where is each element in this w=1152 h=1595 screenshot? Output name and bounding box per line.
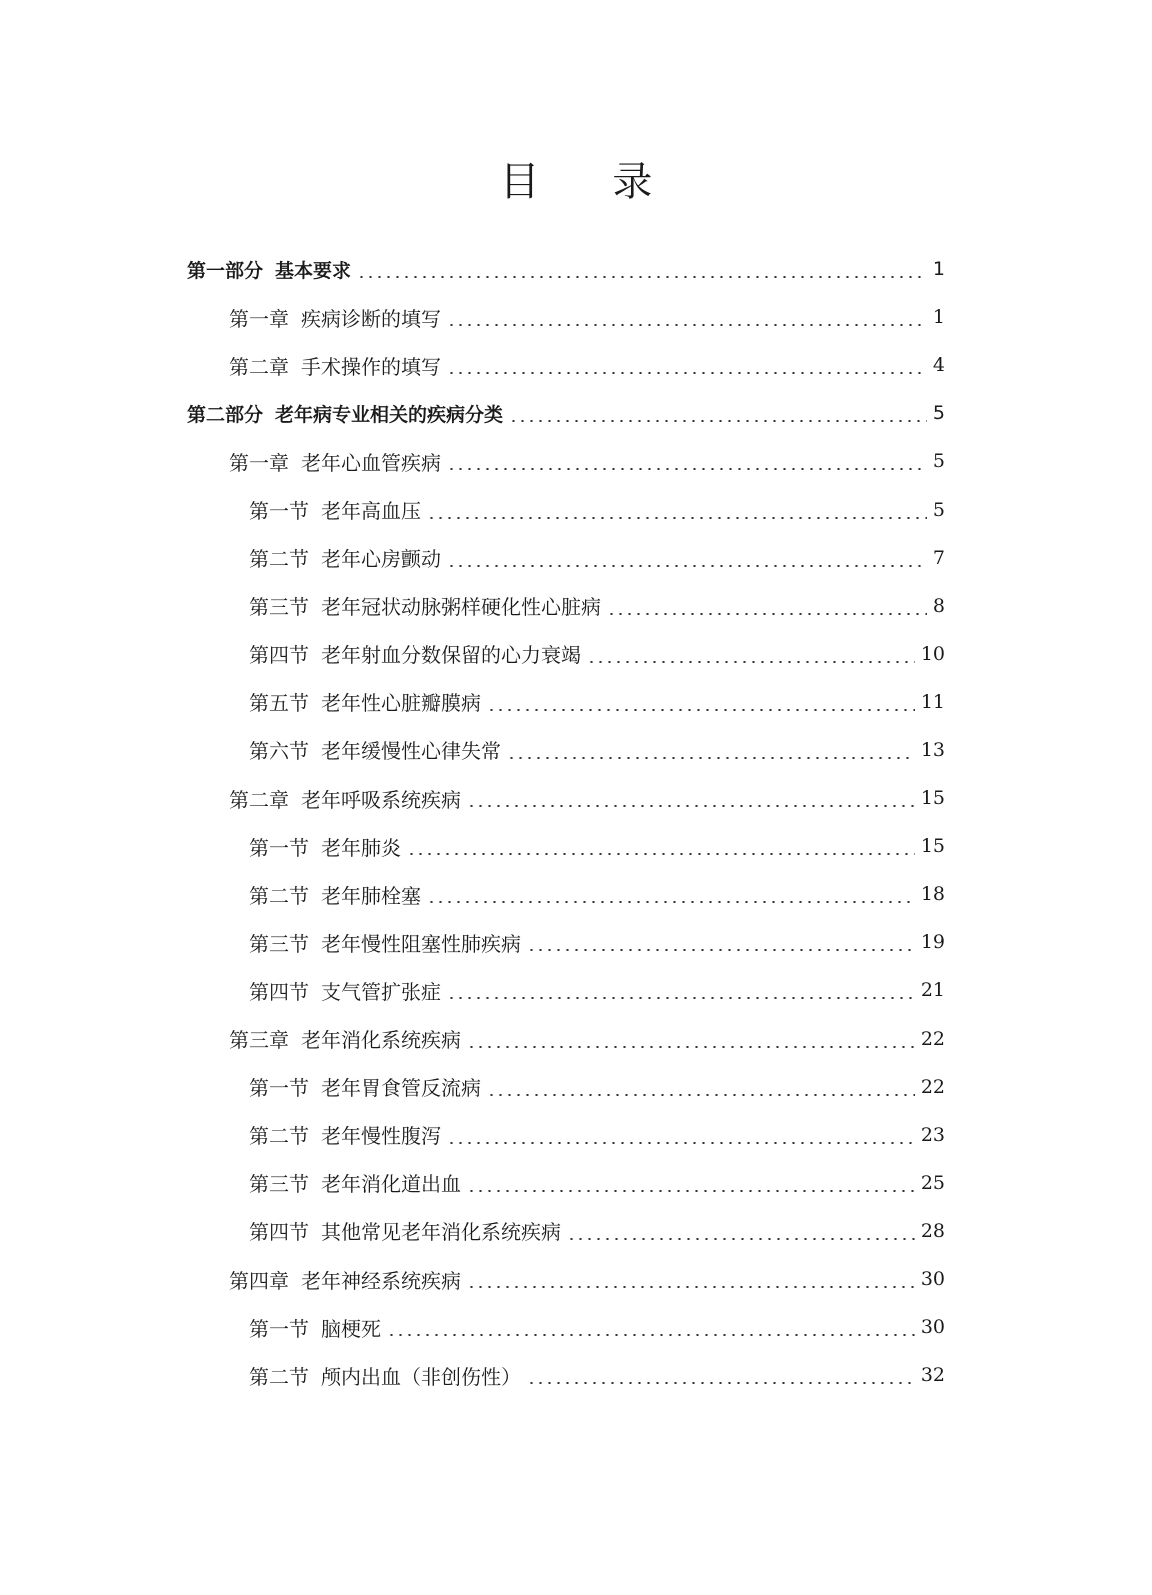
toc-entry-text: 老年消化系统疾病 (301, 1028, 461, 1053)
toc-entry-label (249, 1313, 381, 1342)
toc-entry-text: 基本要求 (275, 259, 352, 282)
toc-entry-label (249, 928, 521, 957)
toc-entry-number: 第二节 (249, 547, 309, 572)
toc-entry-text: 颅内出血（非创伤性） (321, 1364, 521, 1389)
toc-entry-text: 老年肺栓塞 (321, 883, 421, 908)
toc-entry-number: 第四节 (249, 1220, 309, 1245)
toc-page-number: 22 (920, 1075, 945, 1098)
toc-entry-label (249, 1072, 481, 1101)
dot-leader (427, 517, 927, 519)
dot-leader (427, 901, 915, 903)
toc-section-entry[interactable] (0, 726, 1152, 774)
toc-entry-number: 第一节 (249, 1316, 309, 1341)
dot-leader (447, 324, 927, 326)
dot-leader (567, 1238, 915, 1240)
toc-entry-number: 第三章 (229, 1028, 289, 1053)
toc-entry-text: 老年慢性阻塞性肺疾病 (321, 931, 521, 956)
toc-entry-number: 第二部分 (187, 403, 264, 426)
toc-chapter-entry[interactable] (0, 437, 1152, 485)
toc-section-entry[interactable] (0, 678, 1152, 726)
toc-chapter-entry[interactable] (0, 341, 1152, 389)
toc-entry-number: 第一节 (249, 499, 309, 524)
toc-page-number: 4 (932, 354, 945, 377)
toc-section-entry[interactable] (0, 1351, 1152, 1399)
toc-entry-label (229, 1265, 461, 1294)
dot-leader (467, 1286, 915, 1288)
toc-entry-number: 第四章 (229, 1268, 289, 1293)
toc-entry-text: 老年冠状动脉粥样硬化性心脏病 (321, 595, 601, 620)
toc-entry-number: 第二节 (249, 1124, 309, 1149)
toc-page-number: 25 (920, 1171, 945, 1194)
toc-page-number: 8 (932, 594, 945, 617)
dot-leader (387, 1334, 915, 1336)
toc-entry-text: 老年心血管疾病 (301, 450, 441, 475)
toc-entry-label (249, 880, 421, 909)
toc-chapter-entry[interactable] (0, 1015, 1152, 1063)
toc-entry-label (249, 832, 401, 861)
toc-chapter-entry[interactable] (0, 1255, 1152, 1303)
dot-leader (447, 997, 915, 999)
toc-page-number: 30 (920, 1268, 945, 1291)
toc-page-number: 5 (932, 498, 945, 521)
toc-entry-number: 第四节 (249, 643, 309, 668)
dot-leader (467, 1190, 915, 1192)
toc-page-number: 19 (920, 931, 945, 954)
toc-page-number: 10 (920, 642, 945, 665)
toc-entry-label (249, 591, 601, 620)
toc-page-number: 23 (920, 1123, 945, 1146)
toc-entry-label (187, 400, 503, 427)
toc-entry-number: 第三节 (249, 931, 309, 956)
toc-entry-label (249, 687, 481, 716)
toc-entry-text: 老年病专业相关的疾病分类 (275, 403, 504, 426)
dot-leader (587, 661, 915, 663)
toc-section-entry[interactable] (0, 582, 1152, 630)
toc-entry-text: 老年性心脏瓣膜病 (321, 691, 481, 716)
toc-page-number: 15 (920, 787, 945, 810)
toc-entry-number: 第三节 (249, 1172, 309, 1197)
toc-entry-text: 老年神经系统疾病 (301, 1268, 461, 1293)
toc-page-number: 1 (932, 258, 945, 281)
dot-leader (607, 613, 927, 615)
dot-leader (527, 1382, 915, 1384)
toc-page-number: 32 (920, 1364, 945, 1387)
toc-section-entry[interactable] (0, 1159, 1152, 1207)
toc-section-entry[interactable] (0, 966, 1152, 1014)
toc-entry-number: 第二章 (229, 354, 289, 379)
toc-entry-label (249, 1168, 461, 1197)
toc-page-number: 11 (920, 690, 945, 713)
toc-entry-number: 第二节 (249, 1364, 309, 1389)
toc-entry-text: 老年缓慢性心律失常 (321, 739, 501, 764)
dot-leader (487, 709, 915, 711)
table-of-contents (0, 245, 1152, 1399)
toc-entry-number: 第三节 (249, 595, 309, 620)
toc-part-entry[interactable] (0, 389, 1152, 437)
toc-entry-label (249, 976, 441, 1005)
dot-leader (467, 805, 915, 807)
toc-section-entry[interactable] (0, 1063, 1152, 1111)
toc-page-number: 5 (932, 402, 945, 425)
toc-entry-text: 老年慢性腹泻 (321, 1124, 441, 1149)
toc-page-number: 30 (920, 1316, 945, 1339)
toc-section-entry[interactable] (0, 485, 1152, 533)
toc-entry-text: 脑梗死 (321, 1316, 381, 1341)
toc-entry-label (229, 303, 441, 332)
toc-entry-number: 第一章 (229, 450, 289, 475)
dot-leader (507, 757, 915, 759)
toc-page-number: 1 (932, 306, 945, 329)
toc-section-entry[interactable] (0, 870, 1152, 918)
toc-page-number: 21 (920, 979, 945, 1002)
toc-page-number: 28 (920, 1219, 945, 1242)
toc-section-entry[interactable] (0, 1111, 1152, 1159)
toc-entry-label (249, 495, 421, 524)
dot-leader (407, 853, 915, 855)
dot-leader (357, 276, 927, 278)
toc-entry-label (229, 1024, 461, 1053)
toc-entry-text: 老年消化道出血 (321, 1172, 461, 1197)
toc-entry-label (249, 1120, 441, 1149)
toc-entry-number: 第一节 (249, 1076, 309, 1101)
toc-entry-text: 老年心房颤动 (321, 547, 441, 572)
toc-entry-number: 第一章 (229, 306, 289, 331)
toc-entry-number: 第四节 (249, 979, 309, 1004)
toc-entry-label (249, 1361, 521, 1390)
toc-entry-text: 老年呼吸系统疾病 (301, 787, 461, 812)
toc-entry-number: 第二节 (249, 883, 309, 908)
toc-chapter-entry[interactable] (0, 774, 1152, 822)
toc-page-number: 5 (932, 450, 945, 473)
dot-leader (447, 565, 927, 567)
toc-entry-label (249, 1216, 561, 1245)
toc-page-number: 15 (920, 835, 945, 858)
toc-page-number: 22 (920, 1027, 945, 1050)
toc-entry-number: 第一节 (249, 835, 309, 860)
toc-part-entry[interactable] (0, 245, 1152, 293)
toc-entry-text: 手术操作的填写 (301, 354, 441, 379)
toc-entry-label (249, 543, 441, 572)
toc-section-entry[interactable] (0, 534, 1152, 582)
toc-entry-number: 第二章 (229, 787, 289, 812)
dot-leader (447, 468, 927, 470)
toc-page-number: 18 (920, 883, 945, 906)
toc-chapter-entry[interactable] (0, 293, 1152, 341)
page-title: 目 录 (499, 159, 683, 205)
toc-entry-number: 第六节 (249, 739, 309, 764)
toc-entry-number: 第一部分 (187, 259, 264, 282)
toc-page-number: 7 (932, 546, 945, 569)
toc-entry-text: 其他常见老年消化系统疾病 (321, 1220, 561, 1245)
toc-entry-label (229, 447, 441, 476)
toc-entry-label (229, 351, 441, 380)
toc-section-entry[interactable] (0, 1207, 1152, 1255)
dot-leader (447, 1142, 915, 1144)
toc-entry-label (187, 256, 351, 283)
toc-entry-number: 第五节 (249, 691, 309, 716)
dot-leader (467, 1046, 915, 1048)
toc-entry-text: 老年胃食管反流病 (321, 1076, 481, 1101)
toc-entry-text: 老年肺炎 (321, 835, 401, 860)
dot-leader (527, 949, 915, 951)
toc-entry-label (229, 784, 461, 813)
toc-section-entry[interactable] (0, 822, 1152, 870)
toc-section-entry[interactable] (0, 1303, 1152, 1351)
toc-section-entry[interactable] (0, 918, 1152, 966)
toc-entry-text: 老年高血压 (321, 499, 421, 524)
toc-entry-text: 支气管扩张症 (321, 979, 441, 1004)
toc-entry-text: 老年射血分数保留的心力衰竭 (321, 643, 581, 668)
toc-entry-label (249, 639, 581, 668)
dot-leader (447, 372, 927, 374)
dot-leader (487, 1094, 915, 1096)
toc-entry-text: 疾病诊断的填写 (301, 306, 441, 331)
dot-leader (509, 420, 927, 422)
toc-section-entry[interactable] (0, 630, 1152, 678)
toc-entry-label (249, 735, 501, 764)
toc-page-number: 13 (920, 738, 945, 761)
